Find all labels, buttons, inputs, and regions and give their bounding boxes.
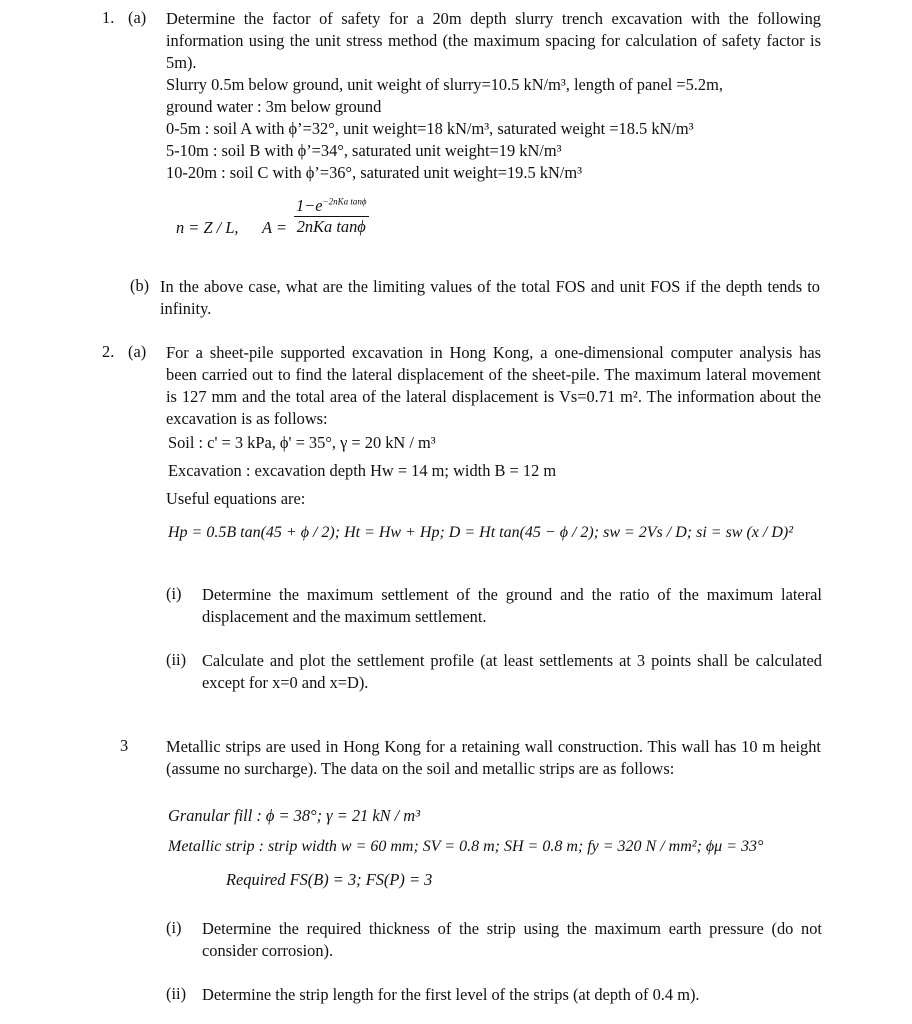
q1a-intro: Determine the factor of safety for a 20m depth slurry trench excavation with the following information using the unit stress method (the maximum spacing for calculation of safety factor is 5m). [166,9,821,72]
q1b-label: (b) [130,276,150,295]
q2-equation: Hp = 0.5B tan(45 + ϕ / 2); Ht = Hw + Hp; D = Ht tan(45 − ϕ / 2); sw = 2Vs / D; si = sw (x / D)² [168,524,794,541]
q1-eq-n: n = Z / L, [176,218,239,237]
q2-excavation-line: Excavation : excavation depth Hw = 14 m; width B = 12 m [168,461,557,480]
q1-soil-a: 0-5m : soil A with ϕ’=32°, unit weight=18 kN/m³, saturated weight =18.5 kN/m³ [166,119,694,138]
q3ii-text: Determine the strip length for the first level of the strips (at depth of 0.4 m). [202,985,700,1004]
q1-groundwater-line: ground water : 3m below ground [166,97,382,116]
q3ii-label: (ii) [166,984,187,1003]
q3i-text: Determine the required thickness of the strip using the maximum earth pressure (do not consider corrosion). [202,919,822,960]
q1-soil-c: 10-20m : soil C with ϕ’=36°, saturated unit weight=19.5 kN/m³ [166,163,582,182]
q3-fill-line: Granular fill : ϕ = 38°; γ = 21 kN / m³ [168,806,421,825]
q2a-label: (a) [128,342,147,361]
q3-intro: Metallic strips are used in Hong Kong for a retaining wall construction. This wall has 10 m height (assume no surcharge). The data on the soil and metallic strips are as follows: [166,737,821,778]
q3i-label: (i) [166,918,182,937]
q2i-text: Determine the maximum settlement of the ground and the ratio of the maximum lateral displacement and the maximum settlement. [202,585,822,626]
q1-slurry-line: Slurry 0.5m below ground, unit weight of slurry=10.5 kN/m³, length of panel =5.2m, [166,75,723,94]
q2i-label: (i) [166,584,182,603]
q2-useful-equations: Useful equations are: [166,489,306,508]
q1-eq-a-den: 2nKa tanϕ [296,217,366,236]
q2a-intro: For a sheet-pile supported excavation in Hong Kong, a one-dimensional computer analysis has been carried out to find the lateral displacement of the sheet-pile. The maximum lateral movement is 127 mm and the total area of the lateral displacement is Vs=0.71 m². The information about the excavation is as follows: [166,343,821,428]
q1-eq-a-exp: −2nKa tanϕ [322,196,367,207]
q1-eq-a-num: 1−e [296,196,323,215]
q3-number: 3 [120,736,129,755]
q1-eq-a-lhs: A = [262,218,287,237]
q1-soil-b: 5-10m : soil B with ϕ’=34°, saturated unit weight=19 kN/m³ [166,141,562,160]
q3-required-line: Required FS(B) = 3; FS(P) = 3 [226,870,433,889]
q2ii-label: (ii) [166,650,187,669]
q1-number: 1. [102,8,115,27]
q1b-text: In the above case, what are the limiting values of the total FOS and unit FOS if the depth tends to infinity. [160,277,820,318]
q2-number: 2. [102,342,115,361]
q2ii-text: Calculate and plot the settlement profile (at least settlements at 3 points shall be calculated except for x=0 and x=D). [202,651,822,692]
q1-eq-a-fraction [294,196,369,237]
q1a-label: (a) [128,8,147,27]
q3-strip-line: Metallic strip : strip width w = 60 mm; SV = 0.8 m; SH = 0.8 m; fy = 320 N / mm²; ϕμ = 33° [168,838,764,855]
q2-soil-line: Soil : c' = 3 kPa, ϕ' = 35°, γ = 20 kN / m³ [168,433,436,452]
